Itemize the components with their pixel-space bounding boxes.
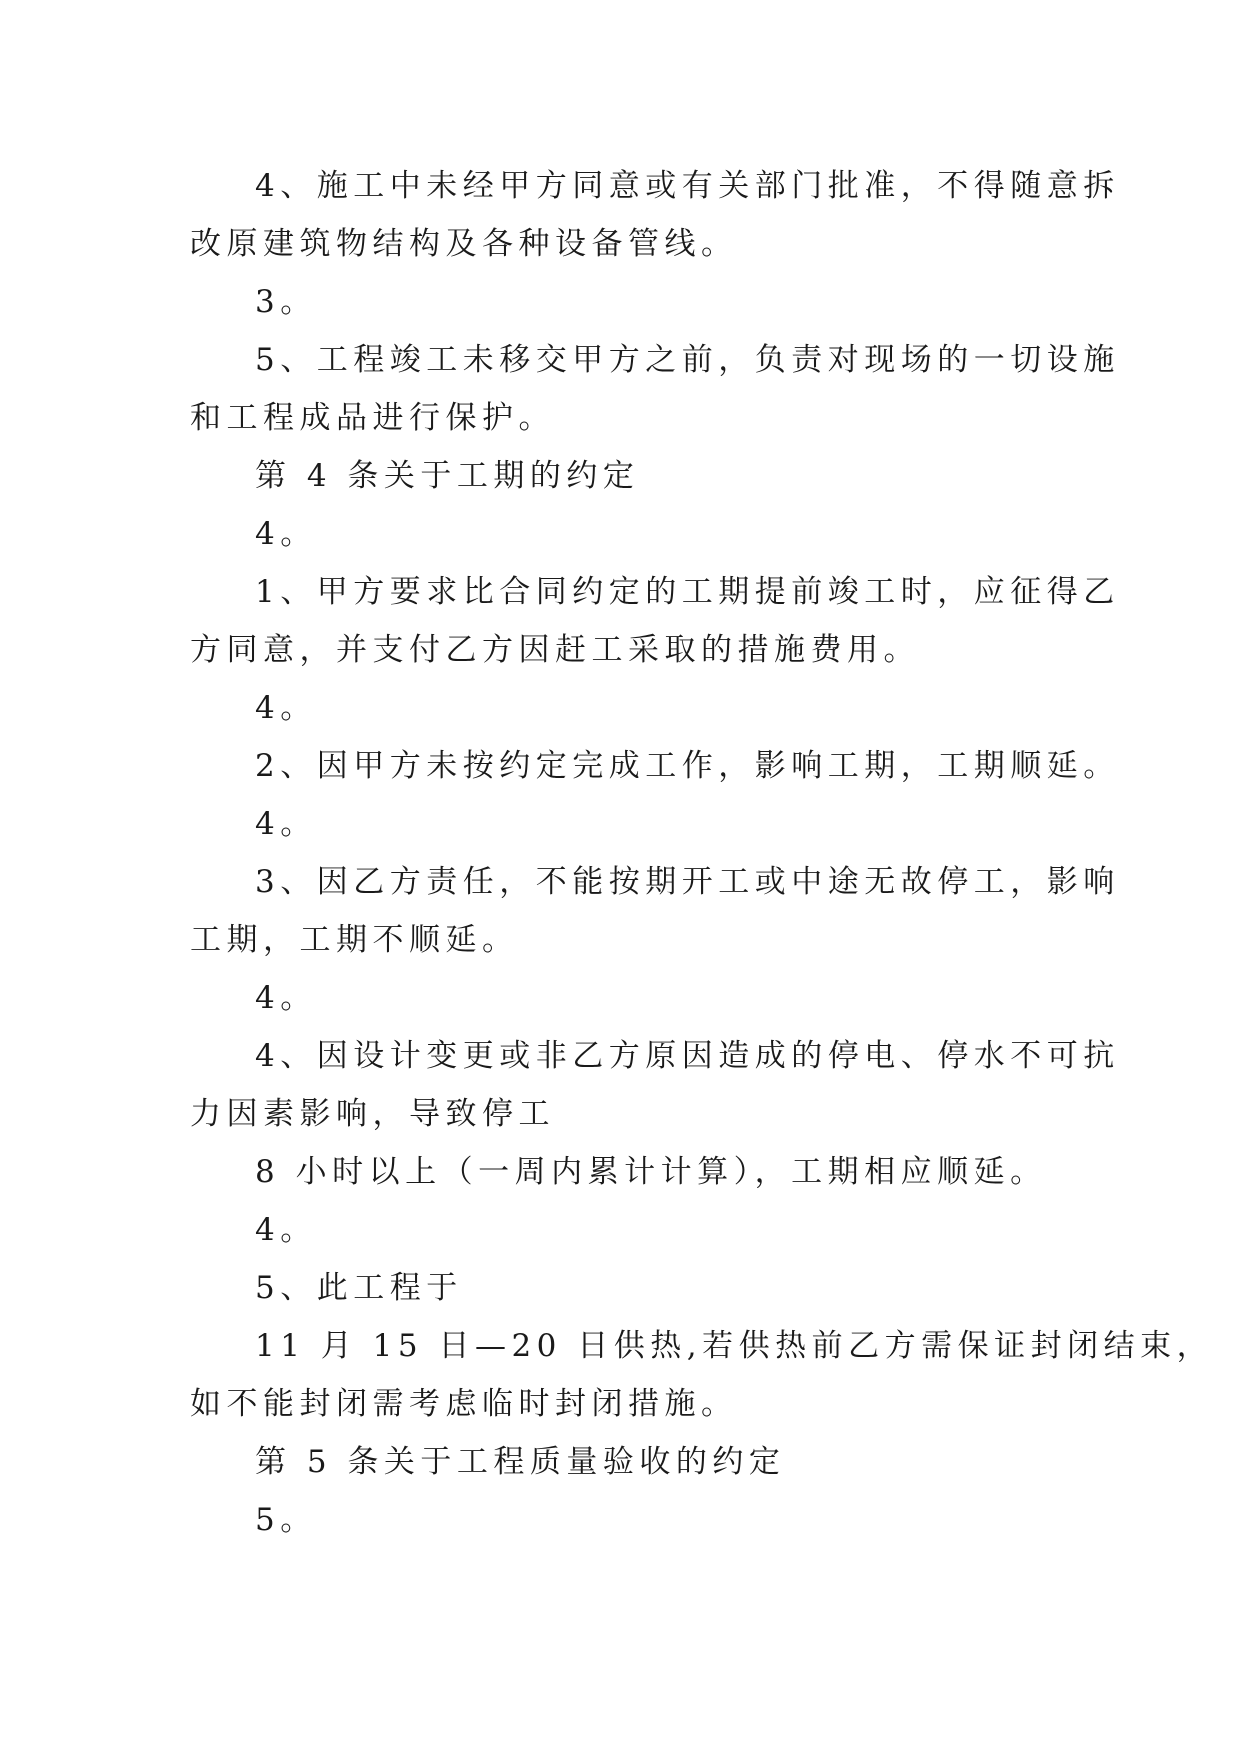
paragraph-line: 3、因乙方责任，不能按期开工或中途无故停工，影响 xyxy=(255,864,1120,900)
paragraph-line: 力因素影响，导致停工 xyxy=(190,1096,555,1132)
paragraph-line: 4、因设计变更或非乙方原因造成的停电、停水不可抗 xyxy=(255,1038,1120,1074)
paragraph-line: 和工程成品进行保护。 xyxy=(190,400,555,436)
paragraph-line: 2、因甲方未按约定完成工作，影响工期，工期顺延。 xyxy=(255,748,1120,784)
paragraph-line: 11 月 15 日—20 日供热,若供热前乙方需保证封闭结束， xyxy=(255,1328,1214,1364)
paragraph-line: 工期，工期不顺延。 xyxy=(190,922,519,958)
paragraph-line: 方同意，并支付乙方因赶工采取的措施费用。 xyxy=(190,632,920,668)
paragraph-line: 4。 xyxy=(255,516,317,552)
paragraph-line: 5、工程竣工未移交甲方之前，负责对现场的一切设施 xyxy=(255,342,1120,378)
paragraph-line: 4。 xyxy=(255,690,317,726)
paragraph-line: 4。 xyxy=(255,806,317,842)
paragraph-line: 3。 xyxy=(255,284,317,320)
paragraph-line: 改原建筑物结构及各种设备管线。 xyxy=(190,226,738,262)
paragraph-line: 4。 xyxy=(255,980,317,1016)
section-heading: 第 4 条关于工期的约定 xyxy=(255,458,640,494)
section-heading: 第 5 条关于工程质量验收的约定 xyxy=(255,1444,786,1480)
paragraph-line: 如不能封闭需考虑临时封闭措施。 xyxy=(190,1386,738,1422)
paragraph-line: 5、此工程于 xyxy=(255,1270,463,1306)
paragraph-line: 1、甲方要求比合同约定的工期提前竣工时，应征得乙 xyxy=(255,574,1120,610)
paragraph-line: 4。 xyxy=(255,1212,317,1248)
paragraph-line: 8 小时以上（一周内累计计算），工期相应顺延。 xyxy=(255,1154,1047,1190)
paragraph-line: 4、施工中未经甲方同意或有关部门批准，不得随意拆 xyxy=(255,168,1120,204)
paragraph-line: 5。 xyxy=(255,1502,317,1538)
